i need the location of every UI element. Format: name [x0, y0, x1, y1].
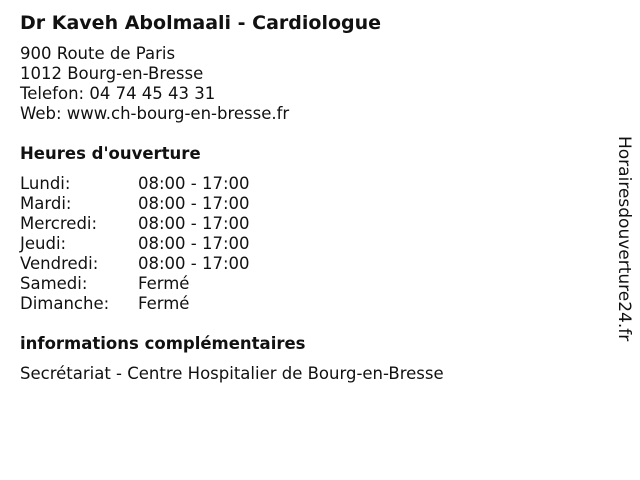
opening-hours-table	[20, 174, 250, 314]
hours-row-sunday	[20, 294, 250, 314]
additional-info-text: Secrétariat - Centre Hospitalier de Bourg-en-Bresse	[20, 364, 444, 383]
hours-row-wednesday	[20, 214, 250, 234]
hours-time: 08:00 - 17:00	[138, 234, 250, 253]
additional-info-heading: informations complémentaires	[20, 334, 306, 353]
hours-day: Samedi:	[20, 274, 88, 293]
hours-row-thursday	[20, 234, 250, 254]
phone-number: Telefon: 04 74 45 43 31	[20, 84, 216, 103]
street-address: 900 Route de Paris	[20, 44, 176, 63]
page-title: Dr Kaveh Abolmaali - Cardiologue	[20, 12, 382, 34]
hours-time: 08:00 - 17:00	[138, 194, 250, 213]
website: Web: www.ch-bourg-en-bresse.fr	[20, 104, 290, 123]
hours-day: Mercredi:	[20, 214, 98, 233]
opening-hours-heading: Heures d'ouverture	[20, 144, 201, 163]
hours-day: Dimanche:	[20, 294, 110, 313]
hours-time: Fermé	[138, 274, 190, 293]
hours-row-monday	[20, 174, 250, 194]
hours-row-saturday	[20, 274, 250, 294]
hours-row-friday	[20, 254, 250, 274]
hours-time: 08:00 - 17:00	[138, 174, 250, 193]
site-watermark: Horairesdouverture24.fr	[614, 136, 634, 342]
hours-day: Lundi:	[20, 174, 71, 193]
hours-time: 08:00 - 17:00	[138, 214, 250, 233]
address-block	[20, 44, 289, 124]
city-address: 1012 Bourg-en-Bresse	[20, 64, 204, 83]
hours-row-tuesday	[20, 194, 250, 214]
hours-day: Jeudi:	[20, 234, 67, 253]
hours-time: 08:00 - 17:00	[138, 254, 250, 273]
hours-time: Fermé	[138, 294, 190, 313]
hours-day: Mardi:	[20, 194, 72, 213]
hours-day: Vendredi:	[20, 254, 99, 273]
